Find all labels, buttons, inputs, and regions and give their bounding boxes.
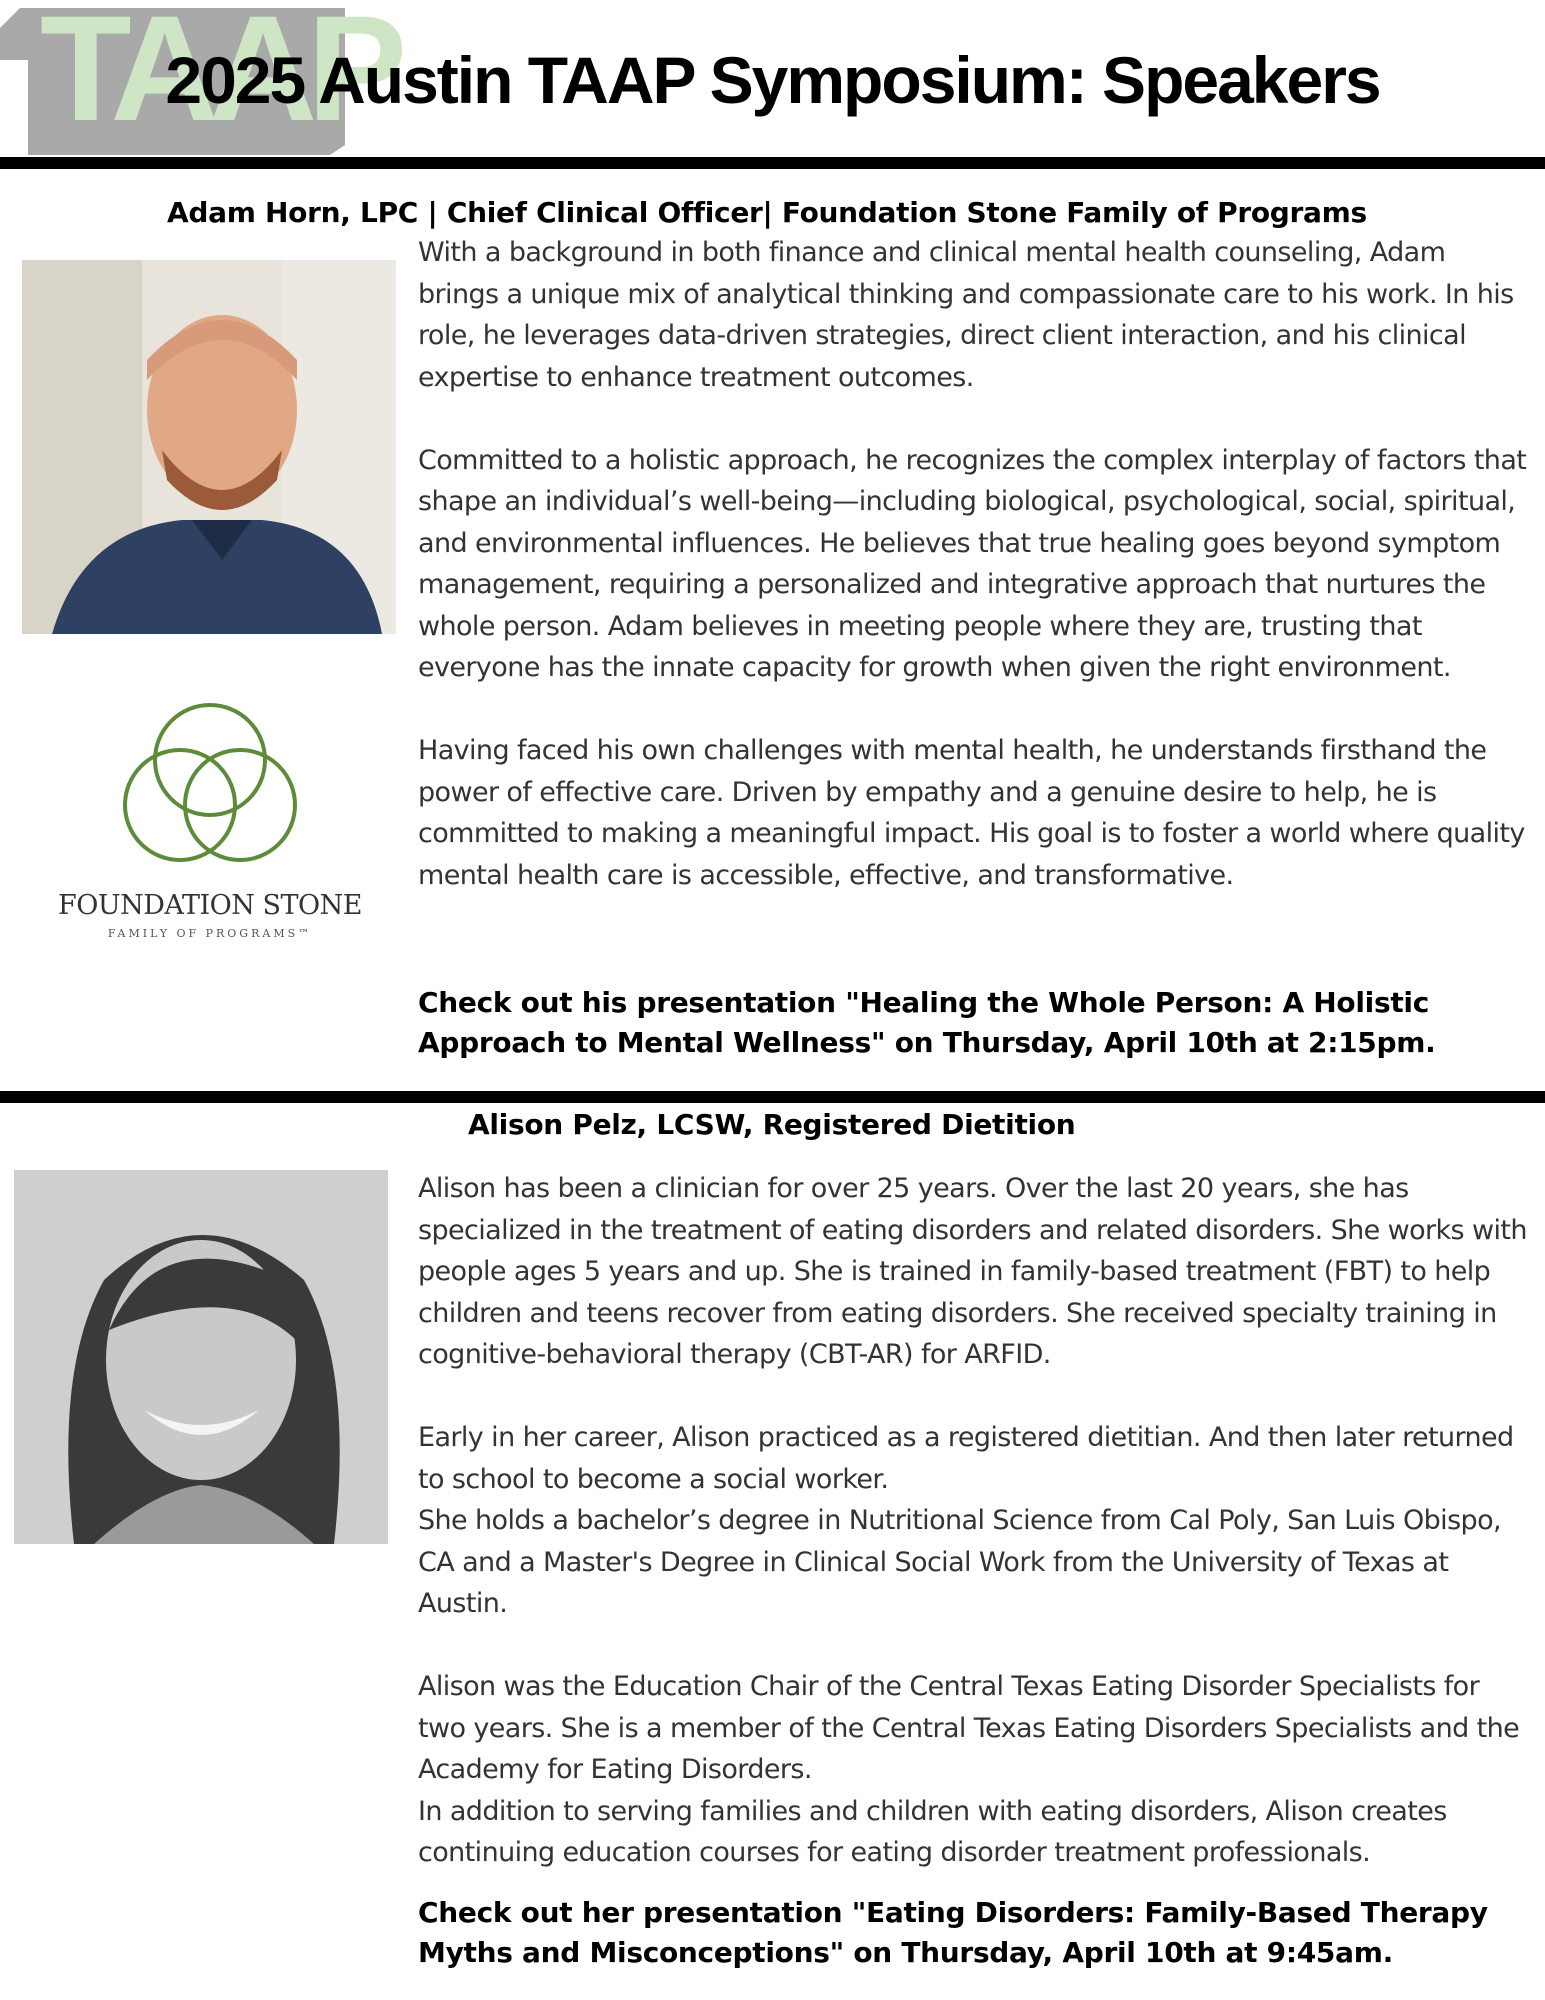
headshot-alison-pelz xyxy=(14,1170,388,1544)
bio-paragraph: Having faced his own challenges with mental health, he understands firsthand the power of effective care. Driven by empathy and a genuine desire to help, he is committed to making a meaningful impact. His goal is to foster a world where quality mental health care is accessible, effective, and transformative. xyxy=(418,735,1525,891)
foundation-stone-subtitle: FAMILY OF PROGRAMS™ xyxy=(107,927,313,940)
foundation-stone-name: FOUNDATION STONE xyxy=(58,890,362,921)
bio-paragraph: Committed to a holistic approach, he recognizes the complex interplay of factors that shape an individual’s well-being—including biological, psychological, social, spiritual, and environmental influences. He believes that true healing goes beyond symptom management, requiring a personalized and integrative approach that nurtures the whole person. Adam believes in meeting people where they are, trusting that everyone has the innate capacity for growth when given the right environment. xyxy=(418,444,1527,683)
bio-paragraph: With a background in both finance and clinical mental health counseling, Adam brings a unique mix of analytical thinking and compassionate care to his work. In his role, he leverages data-driven strategies, direct client interaction, and his clinical expertise to enhance treatment outcomes. xyxy=(418,237,1514,393)
bio-paragraph: In addition to serving families and children with eating disorders, Alison creates continuing education courses for eating disorder treatment professionals. xyxy=(418,1795,1447,1868)
page-title: 2025 Austin TAAP Symposium: Speakers xyxy=(165,43,1380,117)
headshot-adam-horn xyxy=(22,260,396,634)
presentation-callout-alison-pelz: Check out her presentation "Eating Disorders: Family-Based Therapy Myths and Misconceptions" on Thursday, April 10th at 9:45am. xyxy=(418,1896,1488,1969)
speaker-bio-adam-horn xyxy=(418,232,1533,938)
speaker-bio-alison-pelz xyxy=(418,1168,1533,1915)
foundation-stone-logo xyxy=(40,695,380,945)
presentation-callout-adam-horn: Check out his presentation "Healing the Whole Person: A Holistic Approach to Mental Wellness" on Thursday, April 10th at 2:15pm. xyxy=(418,986,1436,1059)
three-rings-icon xyxy=(40,695,380,885)
speaker-heading-adam-horn: Adam Horn, LPC | Chief Clinical Officer| Foundation Stone Family of Programs xyxy=(167,196,1367,229)
bio-paragraph: She holds a bachelor’s degree in Nutritional Science from Cal Poly, San Luis Obispo, CA and a Master's Degree in Clinical Social Work from the University of Texas at Austin. xyxy=(418,1505,1501,1619)
bio-paragraph: Alison was the Education Chair of the Central Texas Eating Disorder Specialists for two years. She is a member of the Central Texas Eating Disorders Specialists and the Academy for Eating Disorders. xyxy=(418,1671,1520,1785)
bio-paragraph: Early in her career, Alison practiced as a registered dietitian. And then later returned to school to become a social worker. xyxy=(418,1422,1514,1495)
speaker-heading-alison-pelz: Alison Pelz, LCSW, Registered Dietition xyxy=(468,1108,1076,1141)
bio-paragraph: Alison has been a clinician for over 25 years. Over the last 20 years, she has specialized in the treatment of eating disorders and related disorders. She works with people ages 5 years and up. She is trained in family-based treatment (FBT) to help children and teens recover from eating disorders. She received specialty training in cognitive-behavioral therapy (CBT-AR) for ARFID. xyxy=(418,1173,1527,1370)
divider-middle xyxy=(0,1091,1545,1103)
taap-watermark-text: TAAP xyxy=(40,0,398,152)
divider-top xyxy=(0,157,1545,169)
